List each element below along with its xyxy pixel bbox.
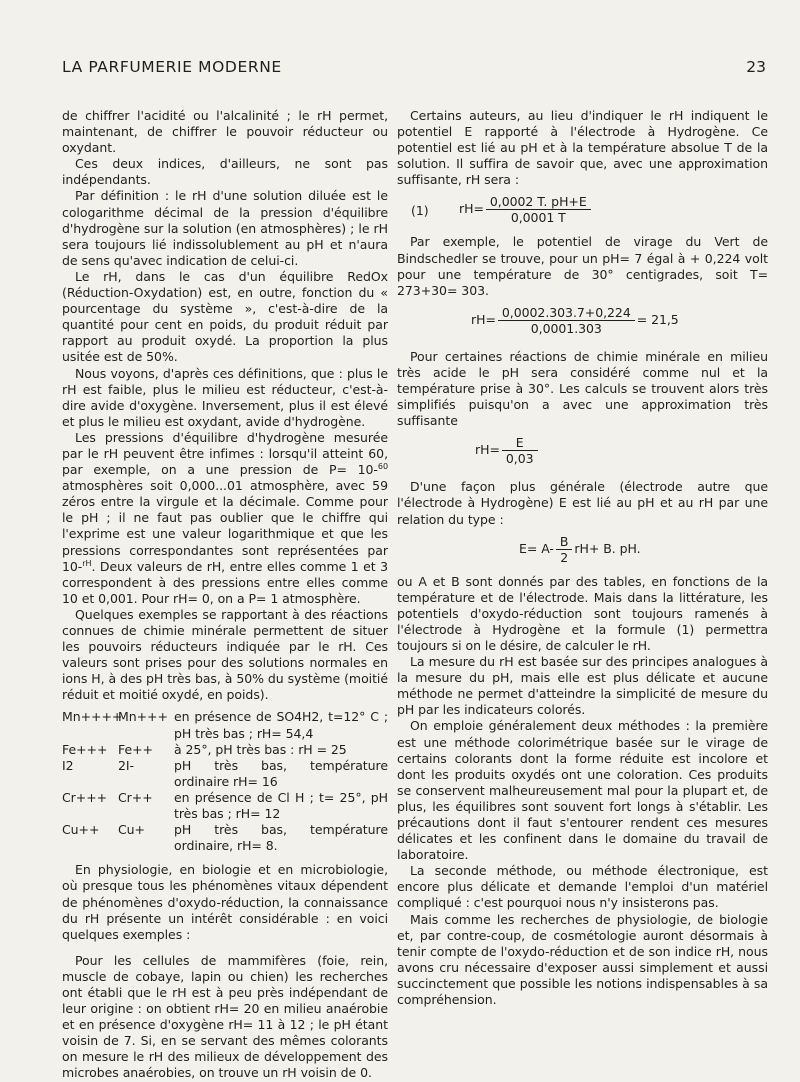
text-run: Les pressions d'équilibre d'hydrogène mesurée par le rH peuvent être infimes : lorsqu'il atteint 60, par exemple, on a une pression de P= 10-: [62, 429, 388, 478]
paragraph: Mais comme les recherches de physiologie, de biologie et, par contre-coup, de cosmétologie auront désormais à tenir compte de l'oxydo-réduction et de son indice rH, nous avons cru nécessaire d'exposer aussi simplement et aussi succinctement que possible les notions indispensables à sa compréhension.: [397, 911, 768, 1008]
denominator: 0,03: [505, 451, 534, 467]
conditions: à 25°, pH très bas : rH = 25: [174, 741, 347, 757]
paragraph: de chiffrer l'acidité ou l'alcalinité ; le rH permet, maintenant, de chiffrer le pouvoir réducteur ou oxydant.: [62, 108, 388, 156]
text-run: atmosphères soit 0,000...01 atmosphère, avec 59 zéros entre la virgule et la décimale. Comme pour le pH ; il ne faut pas oublier que le chiffre qui l'exprime est une valeur logarithmique et que les pressions correspondantes sont représentées par 10-: [62, 478, 388, 574]
paragraph: En physiologie, en biologie et en microbiologie, où presque tous les phénomènes vitaux dépendent de phénomènes d'oxydo-réduction, la connaissance du rH présente un intérêt considérable : en voici quelques exemples :: [62, 862, 388, 942]
denominator: 0,0001.303: [530, 320, 602, 336]
paragraph: Pour certaines réactions de chimie minérale en milieu très acide le pH sera considéré comme nul et la température prise à 30°. Les calculs se trouvent alors très simplifiés puisqu'on a avec une approximation très suffisante: [397, 348, 768, 429]
reduced-form: Mn+++: [118, 709, 168, 725]
paragraph: On emploie généralement deux méthodes : la première est une méthode colorimétrique basée sur le virage de certains colorants dont la forme réduite est incolore et dont les produits oxydés ont une coloration. Ces produits se conservent malheureusement mal pour la plupart et, de plus, les équilibres sont souvent fort longs à s'établir. Les précautions dont il faut s'entourer rendent ces mesures délicates et les confinent dans le domaine du travail de laboratoire.: [397, 718, 768, 863]
fraction: [556, 534, 573, 565]
paragraph: Pour les cellules de mammifères (foie, rein, muscle de cobaye, lapin ou chien) les recherches ont établi que le rH est à peu près indépendant de leur origine : on obtient rH= 20 en milieu anaérobie et en présence d'oxygène rH= 11 à 12 ; le pH étant voisin de 7. Si, en se servant des mêmes colorants on mesure le rH des milieux de développement des microbes anaérobies, on trouve un rH voisin de 0.: [62, 952, 388, 1081]
text-run: . Deux valeurs de rH, entre elles comme 1 et 3 correspondent à des pressions entre elles comme 10 et 0,001. Pour rH= 0, on a P= 1 atmosphère.: [62, 558, 388, 606]
fraction: [502, 435, 538, 466]
formula-result: = 21,5: [636, 311, 679, 327]
paragraph: La seconde méthode, ou méthode électronique, est encore plus délicate et demande l'emploi d'un matériel compliqué : c'est pourquoi nous n'y insisterons pas.: [397, 863, 768, 911]
example-row: [62, 758, 388, 790]
example-row: [62, 742, 388, 758]
formula-lhs: rH=: [475, 442, 500, 458]
numerator: 0,0002.303.7+0,224: [498, 305, 635, 321]
conditions: en présence de Cl H ; t= 25°, pH très bas ; rH= 12: [174, 789, 388, 822]
paragraph: Par exemple, le potentiel de virage du Vert de Bindschedler se trouve, pour un pH= 7 égal à + 0,224 volt pour une température de 30° centigrades, soit T= 273+30= 303.: [397, 234, 768, 298]
paragraph: Certains auteurs, au lieu d'indiquer le rH indiquent le potentiel E rapporté à l'électrode à Hydrogène. Ce potentiel est lié au pH et à la température absolue T de la solution. Il suffira de savoir que, avec une approximation suffisante, rH sera :: [397, 108, 768, 188]
oxidized-form: Fe+++: [62, 741, 108, 757]
paragraph: Quelques exemples se rapportant à des réactions connues de chimie minérale permettent de situer les pouvoirs réducteurs indiquée par le rH. Ces valeurs sont prises pour des solutions normales en ions H, à des pH très bas, à 50% du système (moitié réduit et moitié oxydé, en poids).: [62, 606, 388, 703]
denominator: 2: [560, 549, 569, 565]
redox-examples-table: [62, 709, 388, 854]
equation-number: (1): [411, 203, 429, 219]
paragraph: Nous voyons, d'après ces définitions, que : plus le rH est faible, plus le milieu est réducteur, c'est-à-dire avide d'oxygène. Inversement, plus il est élevé et plus le milieu est oxydant, avide d'hydrogène.: [62, 365, 388, 429]
formula-lhs: rH=: [459, 201, 484, 217]
numerator: B: [556, 534, 573, 550]
conditions: pH très bas, température ordinaire rH= 16: [174, 757, 388, 789]
formula-4: [397, 534, 768, 568]
right-column: [397, 108, 768, 1008]
oxidized-form: Cr+++: [62, 789, 108, 805]
paragraph: ou A et B sont donnés par des tables, en fonctions de la température et de l'électrode. Mais dans la littérature, les potentiels d'oxydo-réduction sont toujours ramenés à l'électrode à Hydrogène et la formule (1) permettra toujours si on le désire, de calculer le rH.: [397, 573, 768, 653]
formula-rhs: rH+ B. pH.: [574, 540, 641, 556]
fraction: [486, 194, 591, 225]
numerator: E: [502, 435, 538, 451]
reduced-form: Cu+: [118, 822, 145, 838]
paragraph: Par définition : le rH d'une solution diluée est le cologarithme décimal de la pression d'équilibre d'hydrogène sur la solution (en atmosphères) ; le rH sera toujours lié indissolublement au pH et n'aura de sens qu'avec indication de celui-ci.: [62, 188, 388, 268]
oxidized-form: Mn++++: [62, 709, 123, 725]
formula-lhs: rH=: [471, 311, 496, 327]
conditions: en présence de SO4H2, t=12° C ; pH très bas ; rH= 54,4: [174, 709, 388, 741]
example-row: [62, 822, 388, 854]
page-number: 23: [746, 58, 766, 76]
left-column: [62, 108, 388, 1082]
reduced-form: Cr++: [118, 789, 153, 805]
paragraph: Le rH, dans le cas d'un équilibre RedOx (Réduction-Oxydation) est, en outre, fonction du « pourcentage du système », c'est-à-dire de la quantité pour cent en poids, du produit réduit par rapport au produit oxydé. La proportion la plus usitée est de 50%.: [62, 268, 388, 365]
superscript: 60: [377, 461, 388, 471]
example-row: [62, 709, 388, 741]
formula-3: [397, 435, 768, 469]
paragraph: D'une façon plus générale (électrode autre que l'électrode à Hydrogène) E est lié au pH et au rH par une relation du type :: [397, 479, 768, 527]
example-row: [62, 790, 388, 822]
journal-title: LA PARFUMERIE MODERNE: [62, 58, 282, 76]
fraction: [498, 305, 635, 336]
numerator: 0,0002 T. pH+E: [486, 194, 591, 210]
superscript: rH: [82, 558, 92, 568]
oxidized-form: I2: [62, 757, 74, 773]
paragraph: [62, 430, 388, 607]
denominator: 0,0001 T: [510, 210, 566, 226]
formula-1: [397, 194, 768, 228]
formula-lhs: E= A-: [519, 540, 554, 556]
reduced-form: Fe++: [118, 741, 153, 757]
oxidized-form: Cu++: [62, 822, 100, 838]
running-header: [62, 58, 766, 80]
reduced-form: 2I-: [118, 757, 134, 773]
formula-2: [397, 305, 768, 339]
paragraph: La mesure du rH est basée sur des principes analogues à la mesure du pH, mais elle est plus délicate et aucune méthode ne permet d'atteindre la simplicité de mesure du pH par les indicateurs colorés.: [397, 654, 768, 718]
conditions: pH très bas, température ordinaire, rH= 8.: [174, 822, 388, 854]
paragraph: Ces deux indices, d'ailleurs, ne sont pas indépendants.: [62, 156, 388, 188]
